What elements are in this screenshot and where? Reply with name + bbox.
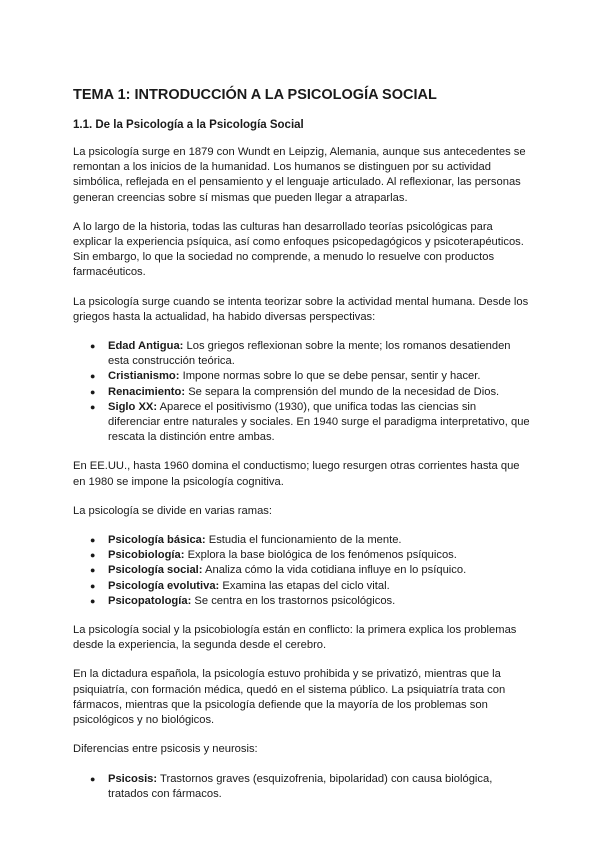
paragraph-origins: La psicología surge en 1879 con Wundt en Leipzig, Alemania, aunque sus antecedentes se remontan a los inicios de la humanidad. Los humanos se distinguen por su actividad simbólica, reflejada en el pensamiento y el lenguaje articulado. Al reflexionar, las personas generan creencias sobre sí mismas que pueden llegar a atraparlas.: [73, 146, 526, 204]
list-term: Cristianismo:: [108, 370, 180, 383]
list-text: Aparece el positivismo (1930), que unifica todas las ciencias sin diferenciar entre naturales y sociales. En 1940 surge el paradigma interpretativo, que rescata la distinción entre ambas.: [108, 400, 530, 444]
list-term: Siglo XX:: [108, 400, 158, 413]
list-term: Psicosis:: [108, 772, 158, 785]
bullet-icon: ●: [90, 341, 96, 352]
bullet-icon: ●: [90, 565, 96, 576]
list-text: Se centra en los trastornos psicológicos.: [191, 594, 396, 607]
list-term: Edad Antigua:: [108, 340, 184, 353]
section-heading: 1.1. De la Psicología a la Psicología Social: [73, 119, 304, 131]
list-term: Psicopatología:: [108, 594, 192, 607]
list-text: Examina las etapas del ciclo vital.: [219, 579, 390, 592]
document-title: TEMA 1: INTRODUCCIÓN A LA PSICOLOGÍA SOCIAL: [73, 87, 437, 103]
list-item: [90, 579, 530, 594]
bullet-icon: ●: [90, 371, 96, 382]
list-item: [90, 548, 530, 563]
paragraph-branches-intro: La psicología se divide en varias ramas:: [73, 504, 272, 517]
list-item: [90, 369, 530, 384]
list-text: Se separa la comprensión del mundo de la necesidad de Dios.: [185, 385, 500, 398]
paragraph-usa: En EE.UU., hasta 1960 domina el conductismo; luego resurgen otras corrientes hasta que en 1980 se impone la psicología cognitiva.: [73, 460, 520, 488]
list-term: Psicología social:: [108, 564, 203, 577]
list-text: Explora la base biológica de los fenómenos psíquicos.: [184, 549, 457, 562]
list-text: Estudia el funcionamiento de la mente.: [205, 534, 402, 547]
bullet-icon: ●: [90, 386, 96, 397]
paragraph-history: A lo largo de la historia, todas las culturas han desarrollado teorías psicológicas para explicar la experiencia psíquica, así como enfoques psicopedagógicos y psicoterapéuticos. Sin embargo, lo que la sociedad no comprende, a menudo lo resuelve con productos farmacéuticos.: [73, 220, 524, 279]
list-text: Los griegos reflexionan sobre la mente; los romanos desatienden esta construcción teórica.: [108, 340, 511, 368]
list-term: Psicología básica:: [108, 534, 206, 547]
bullet-icon: ●: [90, 550, 96, 561]
list-text: Trastornos graves (esquizofrenia, bipolaridad) con causa biológica, tratados con fármacos.: [108, 772, 493, 800]
list-text: Analiza cómo la vida cotidiana influye en lo psíquico.: [202, 564, 467, 577]
list-item: [90, 533, 530, 548]
bullet-icon: ●: [90, 580, 96, 591]
list-term: Psicología evolutiva:: [108, 579, 220, 592]
list-item: [90, 772, 530, 802]
paragraph-conflict: La psicología social y la psicobiología están en conflicto: la primera explica los problemas desde la experiencia, la segunda desde el cerebro.: [73, 624, 517, 652]
bullet-icon: ●: [90, 595, 96, 606]
list-item: [90, 594, 530, 609]
list-text: Impone normas sobre lo que se debe pensar, sentir y hacer.: [179, 370, 481, 383]
list-term: Psicobiología:: [108, 549, 185, 562]
bullet-icon: ●: [90, 401, 96, 412]
bullet-icon: ●: [90, 535, 96, 546]
list-item: [90, 563, 530, 578]
paragraph-differences-intro: Diferencias entre psicosis y neurosis:: [73, 743, 258, 756]
list-term: Renacimiento:: [108, 385, 186, 398]
paragraph-perspectives-intro: La psicología surge cuando se intenta teorizar sobre la actividad mental humana. Desde los griegos hasta la actualidad, ha habido diversas perspectivas:: [73, 295, 529, 323]
perspectives-list: [73, 339, 530, 445]
list-item: [90, 385, 530, 400]
differences-list: [73, 772, 530, 802]
list-item: [90, 400, 530, 446]
paragraph-dictatorship: En la dictadura española, la psicología estuvo prohibida y se privatizó, mientras que la psiquiatría, con formación médica, quedó en el sistema público. La psiquiatría trata con fármacos, mientras que la psicología defiende que la mayoría de los problemas son psicológicos y no biológicos.: [73, 668, 506, 727]
bullet-icon: ●: [90, 773, 96, 784]
list-item: [90, 339, 530, 369]
branches-list: [73, 533, 530, 609]
